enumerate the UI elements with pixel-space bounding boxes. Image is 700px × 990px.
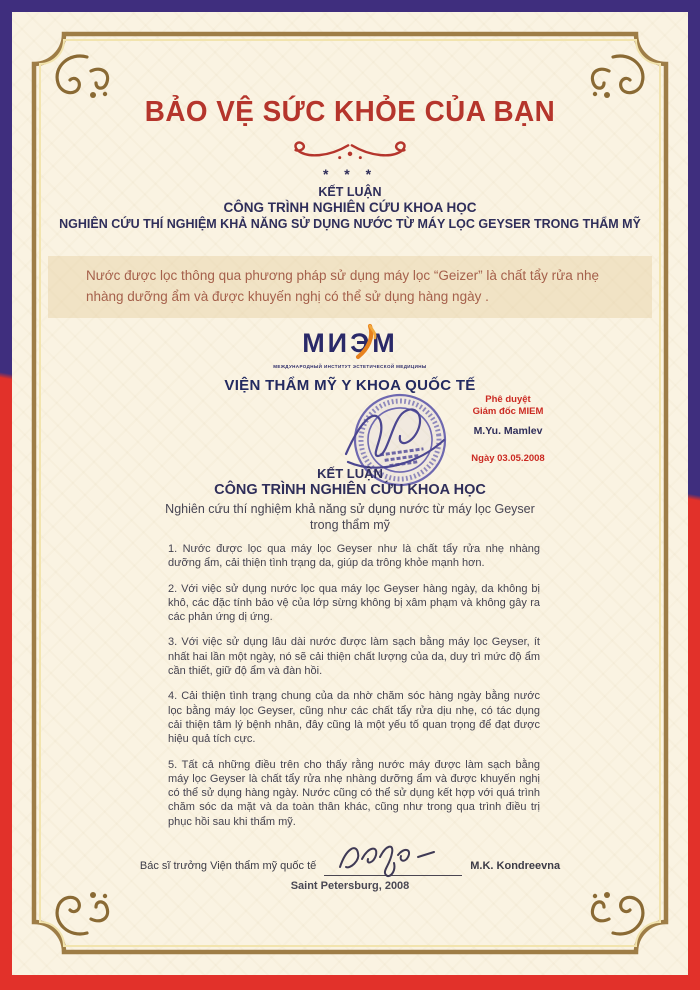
finding-paragraph: 1. Nước được lọc qua máy lọc Geyser như là chất tẩy rửa nhẹ nhàng dưỡng ẩm, cải thiện tình trạng da, giúp da trông khỏe mạnh hơn. bbox=[168, 543, 540, 570]
highlight-note: Nước được lọc thông qua phương pháp sử dụng máy lọc “Geizer” là chất tẩy rửa nhẹ nhàng dưỡng ẩm và được khuyến nghị có thể sử dụng hàng ngày . bbox=[48, 256, 652, 318]
signature-scribble-icon bbox=[330, 839, 456, 879]
conclusion-title-2: CÔNG TRÌNH NGHIÊN CỨU KHOA HỌC bbox=[214, 482, 486, 498]
findings-list bbox=[168, 542, 540, 840]
header-line-3: NGHIÊN CỨU THÍ NGHIỆM KHẢ NĂNG SỬ DỤNG NƯỚC TỪ MÁY LỌC GEYSER TRONG THẨM MỸ bbox=[59, 217, 641, 231]
institute-logo bbox=[0, 330, 700, 378]
stars-separator: * * * bbox=[322, 166, 378, 182]
footer-signature-row bbox=[0, 836, 700, 876]
finding-paragraph: 5. Tất cả những điều trên cho thấy rằng nước máy được làm sạch bằng máy lọc Geyser là chất tẩy rửa nhẹ nhàng dưỡng ẩm và được khuyến nghị có thể sử dụng hàng ngày. Nước cũng có thể sử dụng kết hợp với quá trình chăm sóc da mặt và da toàn thân khác, cũng như trong qua trình điều trị phục hồi sau khi thẩm mỹ. bbox=[168, 758, 540, 828]
finding-paragraph: 4. Cải thiện tình trạng chung của da nhờ chăm sóc hàng ngày bằng nước lọc bằng máy lọc Geyser, cũng như các chất tẩy rửa dịu nhẹ, có tác dụng cải thiện tâm lý bệnh nhân, đây cũng là một yếu tố quan trọng để đạt được hiệu quả tích cực. bbox=[168, 690, 540, 746]
signature-label: Bác sĩ trưởng Viện thẩm mỹ quốc tế bbox=[139, 860, 317, 872]
finding-paragraph: 2. Với việc sử dụng nước lọc qua máy lọc Geyser hàng ngày, da không bị khô, các đặc tính bảo vệ của lớp sừng không bị xâm phạm và không gây ra các phản ứng dị ứng. bbox=[168, 582, 540, 624]
finding-paragraph: 3. Với việc sử dụng lâu dài nước được làm sạch bằng máy lọc Geyser, ít nhất hai lần một ngày, nó sẽ cải thiện chất lượng của da, duy trì mức độ ẩm cần thiết, giữ độ ẩm và đàn hồi. bbox=[168, 636, 540, 678]
header-line-2: CÔNG TRÌNH NGHIÊN CỨU KHOA HỌC bbox=[223, 200, 477, 215]
logo-flame-icon bbox=[354, 323, 380, 361]
flourish-icon bbox=[0, 138, 700, 169]
page-title: BẢO VỆ SỨC KHỎE CỦA BẠN bbox=[144, 96, 556, 128]
conclusion-title-1: KẾT LUẬN bbox=[317, 466, 383, 481]
approval-date: Ngày 03.05.2008 bbox=[471, 452, 545, 464]
conclusion-subtitle: Nghiên cứu thí nghiệm khả năng sử dụng nước từ máy lọc Geyser trong thẩm mỹ bbox=[165, 502, 535, 533]
approval-line-2: Giám đốc MIEM bbox=[472, 405, 544, 417]
approval-line-1: Phê duyệt bbox=[485, 394, 531, 405]
institute-logo-text: МИЭМ bbox=[302, 330, 398, 357]
institute-name: VIỆN THẨM MỸ Y KHOA QUỐC TẾ bbox=[224, 377, 476, 394]
header-line-1: KẾT LUẬN bbox=[318, 185, 382, 199]
place-year: Saint Petersburg, 2008 bbox=[290, 880, 410, 892]
footer-signer-name: M.K. Kondreevna bbox=[470, 860, 561, 872]
signature-line bbox=[324, 841, 462, 876]
institute-logo-subtext: МЕЖДУНАРОДНЫЙ ИНСТИТУТ ЭСТЕТИЧЕСКОЙ МЕДИЦИНЫ bbox=[273, 364, 427, 369]
approval-signer: M.Yu. Mamlev bbox=[473, 424, 543, 437]
